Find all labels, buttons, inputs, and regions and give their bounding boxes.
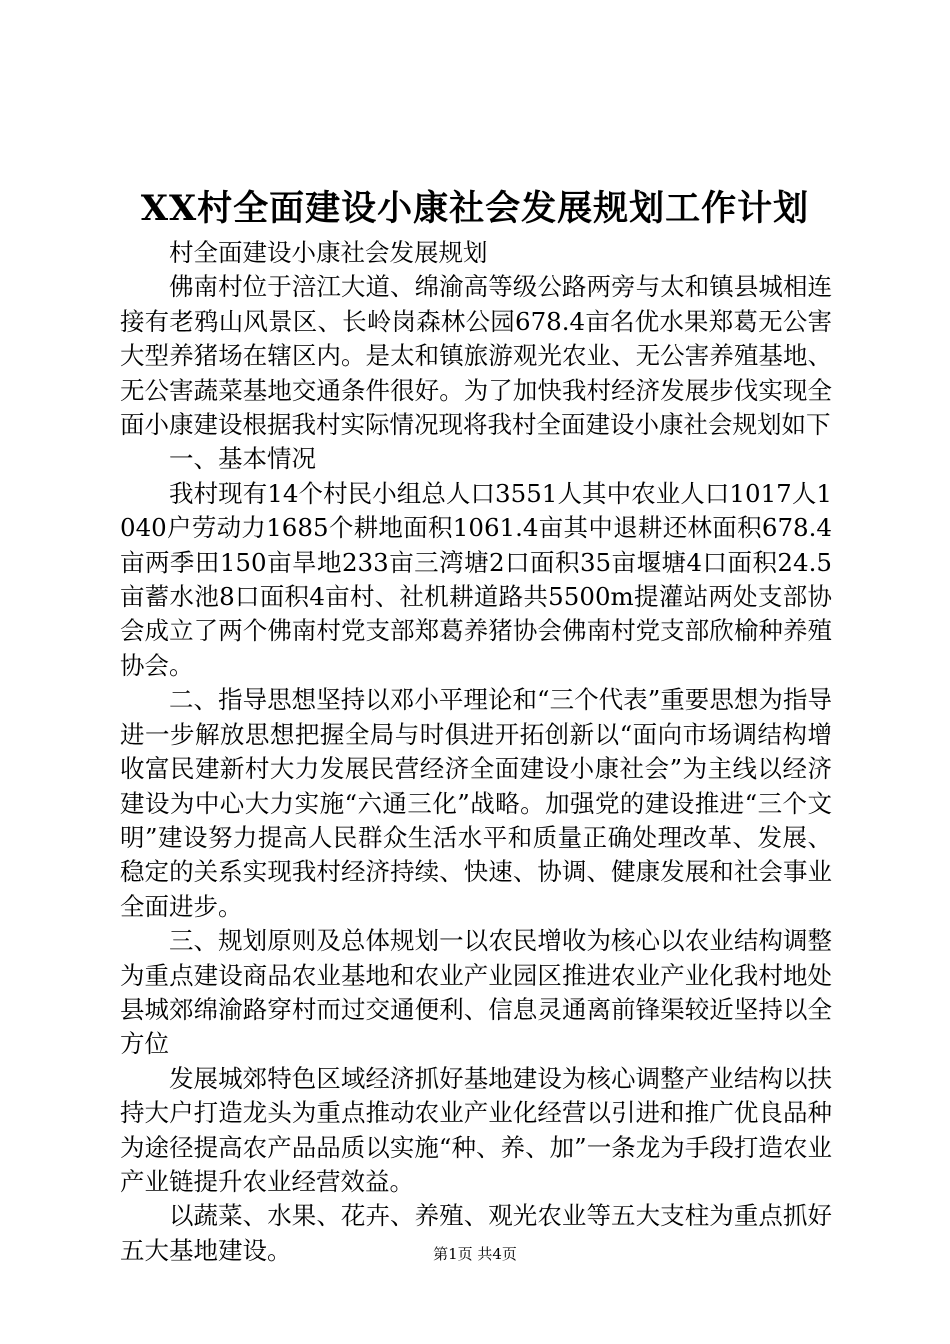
paragraph-basic-situation: 我村现有14个村民小组总人口3551人其中农业人口1017人1040户劳动力1685个耕地面积1061.4亩其中退耕还林面积678.4亩两季田150亩旱地233亩三湾塘2口面积35亩堰塘4口面积24.5亩蓄水池8口面积4亩村、社机耕道路共5500m提灌站两处支部协会成立了两个佛南村党支部郑葛养猪协会佛南村党支部欣榆种养殖协会。 — [120, 478, 832, 680]
document-body — [120, 236, 832, 1268]
page-number-footer: 第1页 共4页 — [433, 1245, 517, 1263]
document-title: XX村全面建设小康社会发展规划工作计划 — [140, 188, 810, 229]
section-heading-basic-situation: 一、基本情况 — [169, 444, 316, 474]
paragraph-subtitle: 村全面建设小康社会发展规划 — [169, 238, 488, 267]
paragraph-five-bases: 以蔬菜、水果、花卉、养殖、观光农业等五大支柱为重点抓好五大基地建设。 — [120, 1201, 832, 1265]
paragraph-development: 发展城郊特色区域经济抓好基地建设为核心调整产业结构以扶持大户打造龙头为重点推动农业产业化经营以引进和推广优良品种为途径提高农产品品质以实施“种、养、加”一条龙为手段打造农业产业链提升农业经营效益。 — [120, 1063, 832, 1196]
paragraph-guiding-ideology: 二、指导思想坚持以邓小平理论和“三个代表”重要思想为指导进一步解放思想把握全局与时俱进开拓创新以“面向市场调结构增收富民建新村大力发展民营经济全面建设小康社会”为主线以经济建设为中心大力实施“六通三化”战略。加强党的建设推进“三个文明”建设努力提高人民群众生活水平和质量正确处理改革、发展、稳定的关系实现我村经济持续、快速、协调、健康发展和社会事业全面进步。 — [120, 685, 832, 921]
paragraph-intro: 佛南村位于涪江大道、绵渝高等级公路两旁与太和镇县城相连接有老鸦山风景区、长岭岗森林公园678.4亩名优水果郑葛无公害大型养猪场在辖区内。是太和镇旅游观光农业、无公害养殖基地、无公害蔬菜基地交通条件很好。为了加快我村经济发展步伐实现全面小康建设根据我村实际情况现将我村全面建设小康社会规划如下 — [120, 272, 832, 440]
paragraph-planning-principles: 三、规划原则及总体规划一以农民增收为核心以农业结构调整为重点建设商品农业基地和农业产业园区推进农业产业化我村地处县城郊绵渝路穿村而过交通便利、信息灵通离前锋渠较近坚持以全方位 — [120, 926, 832, 1059]
